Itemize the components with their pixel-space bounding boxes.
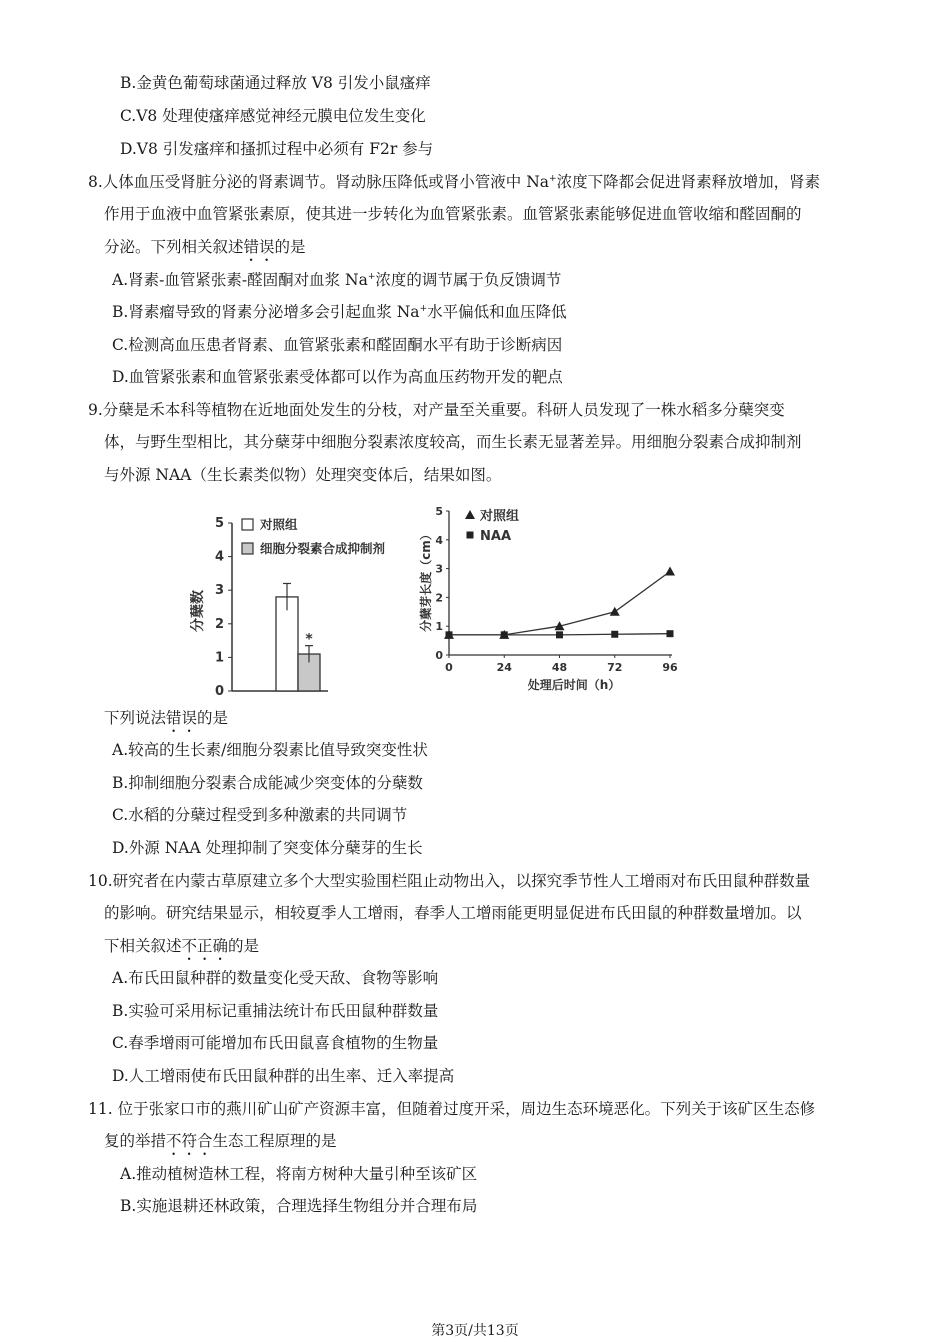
q8-option-b: B.肾素瘤导致的肾素分泌增多会引起血浆 Na+水平偏低和血压降低 [112,303,567,321]
q8-option-a: A.肾素-血管紧张素-醛固酮对血浆 Na+浓度的调节属于负反馈调节 [112,271,562,289]
q9-stem-line3: 与外源 NAA（生长素类似物）处理突变体后，结果如图。 [104,466,502,484]
q10-option-c: C.春季增雨可能增加布氏田鼠喜食植物的生物量 [112,1034,439,1052]
page-footer: 第3页/共13页 [431,1323,519,1339]
legend-marker [465,510,475,519]
q10-stem-line1: 10.研究者在内蒙古草原建立多个大型实验围栏阻止动物出入，以探究季节性人工增雨对布氏田鼠种群数量 [88,872,811,890]
q7-option-d: D.V8 引发瘙痒和搔抓过程中必须有 F2r 参与 [120,140,434,158]
emphasis-cuowu: 错误 [243,238,275,256]
q10-option-b: B.实验可采用标记重捕法统计布氏田鼠种群数量 [112,1002,439,1020]
legend-label: 细胞分裂素合成抑制剂 [260,541,386,556]
line-chart [408,505,693,700]
q11-option-b: B.实施退耕还林政策，合理选择生物组分并合理布局 [120,1197,478,1215]
q8-stem-line1: 8.人体血压受肾脏分泌的肾素调节。肾动脉压降低或肾小管液中 Na+浓度下降都会促进肾素释放增加，肾素 [88,173,821,191]
q11-stem-line2: 复的举措不符合生态工程原理的是 [104,1132,337,1150]
bar-chart [190,505,400,700]
q8-stem-line3: 分泌。下列相关叙述错误的是 [104,238,306,256]
data-point-naa [501,631,508,638]
bar-y-tick-label: 3 [214,583,224,599]
q7-option-b: B.金黄色葡萄球菌通过释放 V8 引发小鼠瘙痒 [120,74,431,92]
bar-y-tick-label: 0 [214,684,224,699]
legend-swatch [242,519,253,530]
line-y-tick-label: 1 [435,620,443,634]
bar-chart-ylabel: 分蘖数 [190,590,206,632]
q9-option-b: B.抑制细胞分裂素合成能减少突变体的分蘖数 [112,774,423,792]
line-x-tick-label: 48 [551,661,568,674]
q8-option-d: D.血管紧张素和血管紧张素受体都可以作为高血压药物开发的靶点 [112,368,563,386]
bar-y-tick-label: 2 [214,616,224,632]
data-point-control [610,607,620,616]
legend-marker [467,532,474,539]
emphasis-bufuhe: 不符合 [166,1132,213,1150]
q9-stem-line2: 体，与野生型相比，其分蘖芽中细胞分裂素浓度较高，而生长素无显著差异。用细胞分裂素合成抑制剂 [104,433,802,451]
q10-stem-line2: 的影响。研究结果显示，相较夏季人工增雨，春季人工增雨能更明显促进布氏田鼠的种群数量增加。以 [104,904,802,922]
emphasis-buzhengque: 不正确 [181,937,229,955]
q9-stem-line1: 9.分蘖是禾本科等植物在近地面处发生的分枝，对产量至关重要。科研人员发现了一株水稻多分蘖突变 [88,401,785,419]
q11-option-a: A.推动植树造林工程，将南方树种大量引种至该矿区 [120,1165,478,1183]
data-point-naa [556,631,563,638]
data-point-naa [611,631,618,638]
q9-option-a: A.较高的生长素/细胞分裂素比值导致突变性状 [112,741,428,759]
line-chart-xlabel: 处理后时间（h） [527,678,621,692]
line-y-tick-label: 4 [435,533,443,547]
q8-stem-line2: 作用于血液中血管紧张素原，使其进一步转化为血管紧张素。血管紧张素能够促进血管收缩和醛固酮的 [104,205,802,223]
line-y-tick-label: 2 [435,591,443,605]
bar-y-tick-label: 1 [214,650,224,666]
line-chart-ylabel: 分蘖芽长度（cm） [419,528,433,632]
legend-label: 对照组 [480,509,520,524]
bar-y-tick-label: 4 [214,549,224,565]
q10-stem-line3: 下相关叙述不正确的是 [104,937,260,955]
q8-option-c: C.检测高血压患者肾素、血管紧张素和醛固酮水平有助于诊断病因 [112,336,563,354]
q9-question: 下列说法错误的是 [104,709,229,727]
line-x-tick-label: 24 [496,661,512,674]
data-point-control [665,566,675,575]
line-x-tick-label: 96 [662,661,678,674]
data-point-naa [446,631,453,638]
line-x-tick-label: 0 [445,661,453,674]
q7-option-c: C.V8 处理使瘙痒感觉神经元膜电位发生变化 [120,107,426,125]
q10-option-d: D.人工增雨使布氏田鼠种群的出生率、迁入率提高 [112,1067,455,1085]
line-y-tick-label: 0 [435,649,443,662]
q9-option-d: D.外源 NAA 处理抑制了突变体分蘖芽的生长 [112,839,423,857]
legend-swatch [242,543,253,554]
q10-option-a: A.布氏田鼠种群的数量变化受天敌、食物等影响 [112,969,439,987]
significance-star: * [305,631,313,648]
line-x-tick-label: 72 [607,661,623,674]
legend-label: 对照组 [260,517,298,532]
q11-stem-line1: 11. 位于张家口市的燕川矿山矿产资源丰富，但随着过度开采，周边生态环境恶化。下列关于该矿区生态修 [88,1100,816,1118]
bar-control [276,597,298,691]
bar-y-tick-label: 5 [214,516,224,531]
legend-label: NAA [480,529,512,544]
line-y-tick-label: 3 [435,562,443,576]
line-y-tick-label: 5 [435,505,443,518]
q9-option-c: C.水稻的分蘖过程受到多种激素的共同调节 [112,806,408,824]
emphasis-cuowu-2: 错误 [166,709,198,727]
data-point-naa [667,630,674,637]
